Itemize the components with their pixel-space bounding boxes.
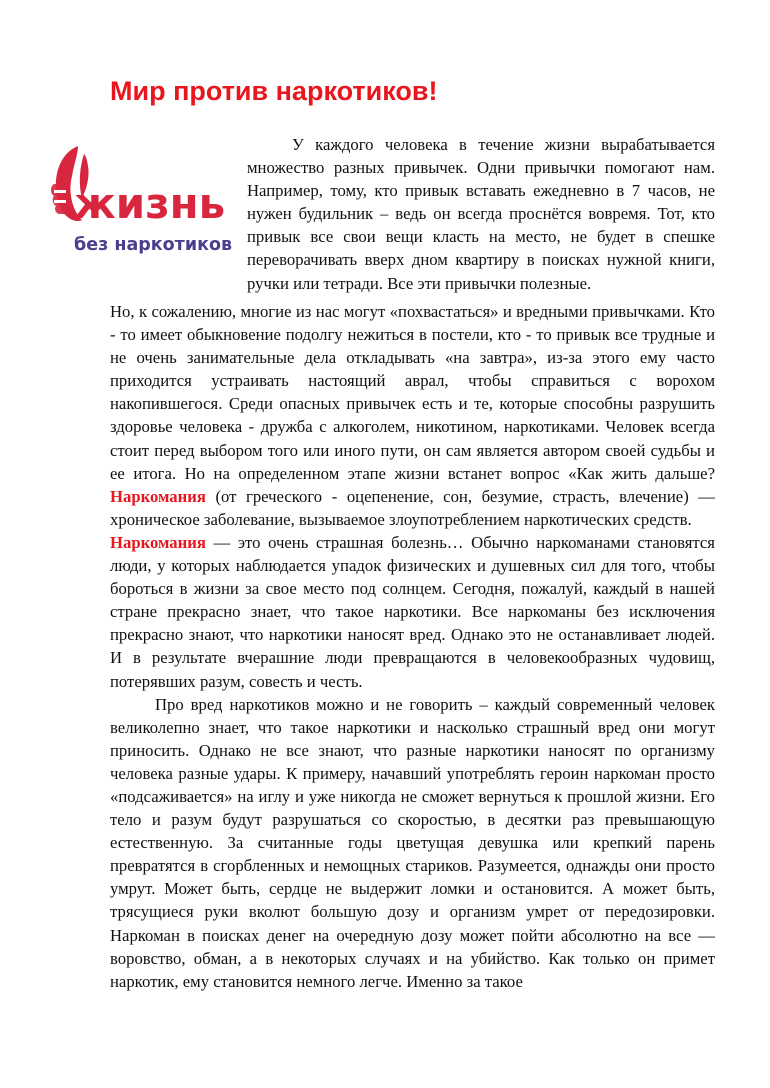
paragraph-harm: Про вред наркотиков можно и не говорить – каждый современный человек великолепно знает, что такое наркотики и насколько страшный вред они могут приносить. Однако не все знают, что разные наркотики наносят по организму человека разные удары. К примеру, начавший употреблять героин наркоман просто «подсаживается» на иглу и уже никогда не сможет вернуться к прошлой жизни. Его тело и разум будут разрушаться со скоростью, в десятки раз превышающую естественную. За считанные годы цветущая девушка или крепкий парень превратятся в сгорбленных и немощных стариков. Разумеется, однажды они просто умрут. Может быть, сердце не выдержит ломки и остановится. А может быть, трясущиеся руки вколют большую дозу и организм умрет от передозировки. Наркоман в поисках денег на очередную дозу может пойти абсолютно на все — воровство, обман, а в некоторых случаях и на убийство. Как только он примет наркотик, ему становится немного легче. Именно за такое xyxy=(110,694,715,991)
term-narkomania-2: Наркомания xyxy=(110,532,206,552)
article-body xyxy=(110,300,715,993)
paragraph-habits xyxy=(110,300,715,531)
term-narkomania: Наркомания xyxy=(110,486,206,506)
paragraph-habits-text: Но, к сожалению, многие из нас могут «похвастаться» и вредными привычками. Кто - то имеет обыкновение подолгу нежиться в постели, кто - то привык все трудные и не очень занимательные дела откладывать «на завтра», из-за этого ему часто приходится устраивать настоящий аврал, чтобы справиться с ворохом накопившегося. Среди опасных привычек есть и те, которые способны разрушить здоровье человека - дружба с алкоголем, никотином, наркотиками. Человек всегда стоит перед выбором того или иного пути, он сам является автором своей судьбы и ее итога. Но на определенном этапе жизни встанет вопрос «Как жить дальше? xyxy=(110,302,715,483)
paragraph-disease xyxy=(110,531,715,693)
intro-paragraph: У каждого человека в течение жизни вырабатывается множество разных привычек. Одни привычки помогают нам. Например, тому, кто привык вставать ежедневно в 7 часов, не нужен будильник – ведь он всегда проснётся вовремя. Тот, кто привык все свои вещи класть на место, не будет в спешке переворачивать вверх дном квартиру в поисках нужной книги, ручки или тетради. Все эти привычки полезные. xyxy=(247,135,715,293)
logo-subtitle: без наркотиков xyxy=(74,235,233,255)
logo-graphic xyxy=(44,140,236,260)
logo xyxy=(44,140,236,260)
logo-word: жизнь xyxy=(74,179,226,228)
paragraph-disease-text: — это очень страшная болезнь… Обычно наркоманами становятся люди, у которых наблюдается упадок физических и душевных сил для того, чтобы бороться в жизни за свое место под солнцем. Сегодня, пожалуй, каждый в нашей стране прекрасно знает, что такое наркотики. Все наркоманы без исключения прекрасно знают, что наркотики наносят вред. Однако это не останавливает людей. И в результате вчерашние люди превращаются в человекообразных чудовищ, потерявших разум, совесть и честь. xyxy=(110,532,715,691)
definition-text: (от греческого - оцепенение, сон, безумие, страсть, влечение) — хроническое заболевание, вызываемое злоупотреблением наркотических средств. xyxy=(110,486,715,529)
page-title: Мир против наркотиков! xyxy=(110,76,438,106)
